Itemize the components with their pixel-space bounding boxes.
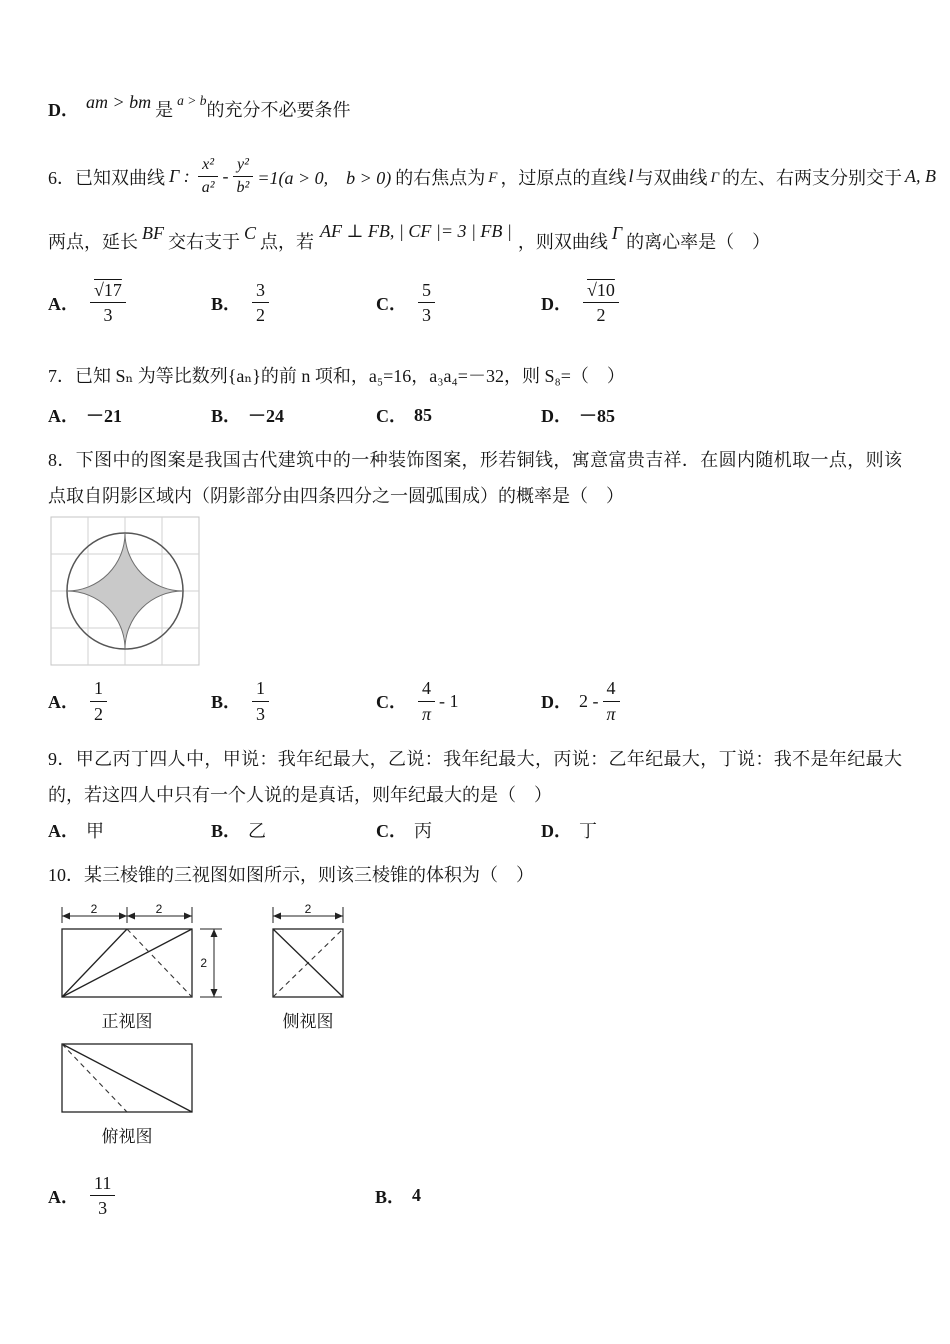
q8-option-a [48,678,211,724]
q7-option-b [211,402,376,428]
fraction-1-3 [252,678,269,724]
option-a-label: A． [48,406,79,427]
option-c-label: C． [376,692,407,713]
hidden-edge [62,1044,127,1112]
q9-option-c [376,817,541,843]
option-c-label: C． [376,820,407,841]
fraction-denominator: π [606,703,616,724]
solid-edge [62,1044,192,1112]
inequality-formula-ambm: am > bm [86,91,152,112]
option-d-label: D． [541,820,572,841]
var-l: l [628,166,634,187]
fraction-sqrt17-3 [90,280,126,326]
fraction-numerator: 4 [603,678,620,702]
top-view-figure [54,1040,902,1147]
q6-options [48,280,902,326]
q6-text-6: 两点，延长 [48,231,138,252]
q6-text-8: 点，若 [260,231,315,252]
fraction-numerator: √10 [583,280,619,304]
fraction-denominator: 2 [596,305,606,326]
var-A-B: A, B [905,166,936,187]
fraction-sqrt10-2 [583,280,619,326]
equation-tail: =1(a > 0, b > 0) [257,167,392,188]
fraction-numerator: y² [233,156,253,177]
option-c-label: C． [376,406,407,427]
q6-number: 6． [48,167,75,188]
fraction-4-pi [418,678,435,724]
q6-option-b [211,280,376,326]
q10-options [48,1173,902,1219]
q7-option-c [376,402,541,428]
option-a-value: 甲 [86,820,104,841]
option-b-label: B． [211,406,242,427]
prev-question-option-d [48,91,902,122]
q8-option-b [211,678,376,724]
q8-statement: 8．下图中的图案是我国古代建筑中的一种装饰图案，形若铜钱，寓意富贵吉祥．在圆内随机取一点，则该点取自阴影区域内（阴影部分由四条四分之一圆弧围成）的概率是（ ） [48,450,902,507]
fraction-5-3 [418,280,435,326]
option-a-label: A． [48,1186,79,1207]
fraction-11-3 [90,1173,115,1219]
q8-option-d [541,678,624,724]
option-b-label: B． [211,692,242,713]
var-C: C [244,223,257,244]
q9-option-b [211,817,376,843]
q6-hyperbola-formula [169,156,391,198]
dim-label-left: 2 [90,902,98,916]
q10-option-b [375,1183,421,1209]
minus-sign: - [222,166,229,187]
three-view-figures [54,903,902,1032]
fraction-denominator: 3 [256,703,266,724]
option-d-lead: 2 - [579,690,599,711]
fraction-numerator: 3 [252,280,269,304]
front-view-label: 正视图 [101,1011,153,1031]
hidden-edge [127,929,192,997]
prev-text-tail: 的充分不必要条件 [206,100,351,120]
fraction-denominator: 3 [422,305,431,326]
arrowhead-icon [273,912,281,919]
q7-option-a [48,402,211,428]
option-d-value: 丁 [579,820,597,841]
option-b-label: B． [211,293,242,314]
option-b-label: B． [211,820,242,841]
front-view-figure [54,903,239,1032]
fraction-numerator: √17 [90,280,126,304]
q8-option-c [376,678,541,724]
option-d-label: D． [541,406,572,427]
q6-text-3: ，过原点的直线 [500,167,627,188]
option-d-label: D． [541,692,572,713]
arrowhead-icon [119,912,127,919]
solid-edge [62,929,127,997]
option-a-label: A． [48,820,79,841]
option-a-value: －21 [86,406,122,427]
q7-statement: 7．已知 Sₙ 为等比数列{aₙ}的前 n 项和，a₅=16，a₃a₄=－32，则 S₈=（ ） [48,366,625,387]
option-b-value: 4 [412,1185,422,1206]
arrowhead-icon [62,912,70,919]
q6-option-c [376,280,541,326]
fraction-numerator: 5 [418,280,435,304]
q7-options [48,402,902,428]
option-d-label: D． [541,293,572,314]
option-b-label: B． [375,1186,406,1207]
arrowhead-icon [211,929,218,937]
var-F: F [488,170,498,187]
side-view-figure [265,903,357,1032]
q9-options [48,817,902,843]
q6-text-2: 的右焦点为 [395,167,486,188]
fraction-numerator: 4 [418,678,435,702]
fraction-3-2 [252,280,269,326]
fraction-y2-b2 [233,156,254,198]
option-c-tail: - 1 [439,690,459,711]
solid-edge [62,929,192,997]
arrowhead-icon [184,912,192,919]
top-view-label: 俯视图 [101,1126,153,1146]
q6-text-5: 的左、右两支分别交于 [722,167,902,188]
coin-pattern-svg [50,516,200,666]
coin-pattern-figure [50,516,902,666]
q6-option-d [541,280,623,326]
dim-label-right: 2 [155,902,163,916]
var-gamma: Γ [710,170,719,187]
q8-options [48,678,902,724]
fraction-denominator: 2 [256,305,266,326]
var-BF: BF [142,223,164,244]
q9-option-a [48,817,211,843]
option-b-value: －24 [248,406,285,427]
q6-condition-formula: AF ⊥ FB, | CF |= 3 | FB | [320,221,512,242]
q6-text-10: 的离心率是（ ） [626,231,771,252]
q6-text-1: 已知双曲线 [75,167,165,188]
top-view-svg [54,1040,224,1120]
fraction-x2-a2 [198,156,219,198]
q6-text-7: 交右支于 [168,231,240,252]
option-a-label: A． [48,692,79,713]
q9-statement: 9．甲乙丙丁四人中，甲说：我年纪最大，乙说：我年纪最大，丙说：乙年纪最大，丁说：我不是年纪最大的，若这四人中只有一个人说的是真话，则年纪最大的是（ ） [48,748,902,805]
var-gamma-2: Γ [611,223,623,244]
option-c-value: 85 [414,404,432,425]
inequality-formula-ab: a > b [177,93,207,108]
q7-option-d [541,402,615,428]
fraction-numerator: 1 [252,678,269,702]
fraction-denominator: π [422,703,432,724]
fraction-denominator: 3 [98,1198,108,1219]
fraction-denominator: 2 [94,703,103,724]
arrowhead-icon [127,912,135,919]
option-d-label: D． [48,100,79,120]
q6-text-9: ，则双曲线 [517,231,608,252]
dim-label: 2 [304,902,312,916]
q10-statement: 10．某三棱锥的三视图如图所示，则该三棱锥的体积为（ ） [48,864,534,885]
option-c-label: C． [376,293,407,314]
fraction-denominator: a² [201,179,215,197]
dim-label-height: 2 [200,955,207,970]
option-b-value: 乙 [248,820,267,841]
side-view-label: 侧视图 [282,1011,334,1031]
prev-text-mid: 是 [155,100,174,120]
fraction-4-pi [603,678,620,724]
q6-statement-line1 [48,156,936,198]
option-a-label: A． [48,293,79,314]
option-d-value: －85 [579,406,615,427]
option-c-value: 丙 [414,820,432,841]
side-view-svg [265,903,357,1005]
q6-option-a [48,280,211,326]
arrowhead-icon [335,912,343,919]
q6-text-4: 与双曲线 [635,167,708,188]
fraction-numerator: 1 [90,678,107,702]
fraction-numerator: x² [198,156,218,177]
fraction-denominator: b² [236,179,250,197]
fraction-numerator: 11 [90,1173,115,1197]
gamma-symbol: Γ : [169,166,190,187]
front-view-svg [54,903,239,1005]
q10-option-a [48,1173,375,1219]
q9-option-d [541,817,597,843]
fraction-1-2 [90,678,107,724]
fraction-denominator: 3 [103,305,113,326]
arrowhead-icon [211,989,218,997]
q6-statement-line2 [48,221,902,254]
